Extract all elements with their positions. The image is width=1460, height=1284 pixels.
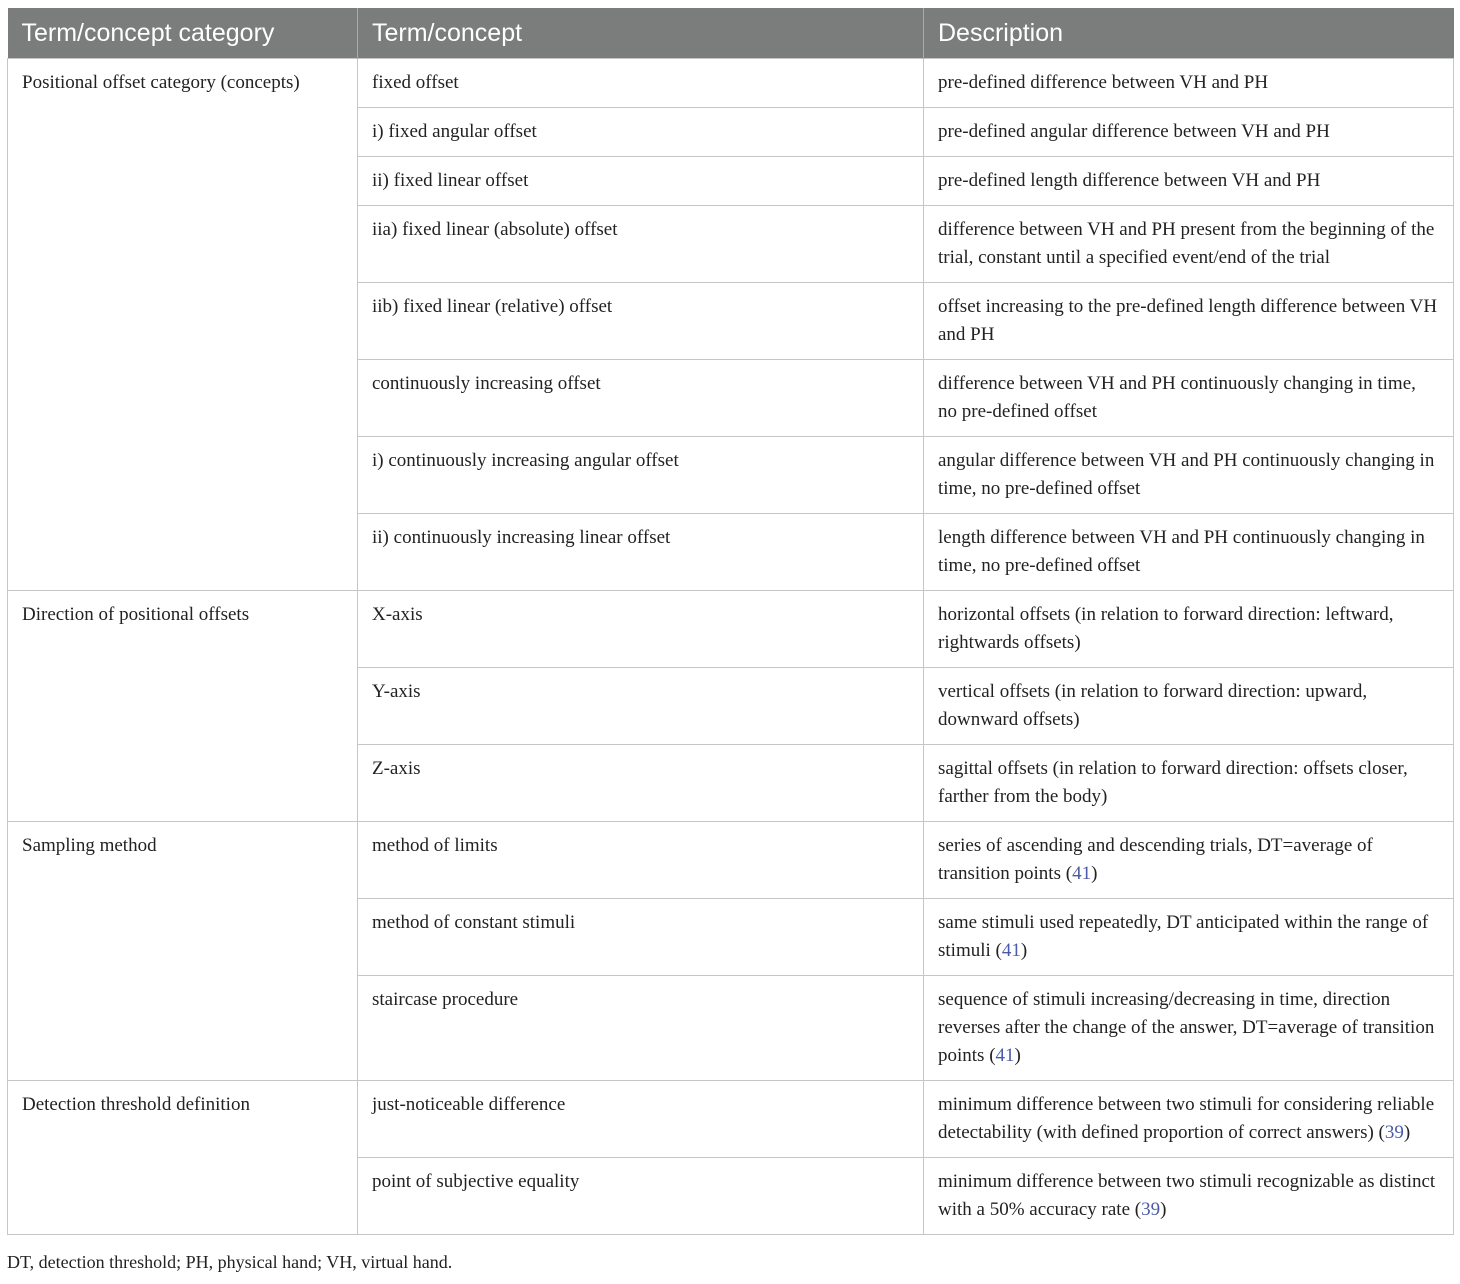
description-cell: [924, 591, 1454, 668]
description-text-end: ): [1403, 1122, 1411, 1143]
header-description: Description: [924, 8, 1454, 59]
term-cell: method of limits: [358, 822, 924, 899]
term-cell: method of constant stimuli: [358, 899, 924, 976]
term-cell: ii) continuously increasing linear offset: [358, 514, 924, 591]
term-cell: iib) fixed linear (relative) offset: [358, 283, 924, 360]
category-cell: Positional offset category (concepts): [8, 59, 358, 591]
description-cell: [924, 360, 1454, 437]
description-cell: [924, 59, 1454, 108]
description-text: difference between VH and PH present from the beginning of the trial, constant until a specified event/end of the trial: [938, 219, 1435, 268]
description-cell: [924, 206, 1454, 283]
term-cell: point of subjective equality: [358, 1158, 924, 1235]
description-text-end: ): [1020, 940, 1028, 961]
term-cell: fixed offset: [358, 59, 924, 108]
description-text: difference between VH and PH continuously changing in time, no pre-defined offset: [938, 373, 1416, 422]
description-text: angular difference between VH and PH continuously changing in time, no pre-defined offset: [938, 450, 1435, 499]
category-cell: Direction of positional offsets: [8, 591, 358, 822]
description-cell: [924, 822, 1454, 899]
description-text-end: ): [1160, 1199, 1167, 1220]
description-text: same stimuli used repeatedly, DT anticipated within the range of stimuli (: [938, 912, 1429, 961]
term-cell: iia) fixed linear (absolute) offset: [358, 206, 924, 283]
description-cell: [924, 899, 1454, 976]
header-category: Term/concept category: [8, 8, 358, 59]
description-text: length difference between VH and PH continuously changing in time, no pre-defined offset: [938, 527, 1425, 576]
description-cell: [924, 108, 1454, 157]
term-cell: i) fixed angular offset: [358, 108, 924, 157]
description-cell: [924, 745, 1454, 822]
description-text: vertical offsets (in relation to forward direction: upward, downward offsets): [938, 681, 1368, 730]
description-text: sagittal offsets (in relation to forward direction: offsets closer, farther from the body): [938, 758, 1408, 807]
table-footnote: DT, detection threshold; PH, physical hand; VH, virtual hand.: [7, 1252, 453, 1272]
table-container: [7, 8, 1453, 1235]
term-cell: just-noticeable difference: [358, 1081, 924, 1158]
term-cell: Y-axis: [358, 668, 924, 745]
description-cell: [924, 514, 1454, 591]
table-body: [8, 59, 1454, 1235]
citation-link[interactable]: 41: [1001, 940, 1021, 961]
term-cell: ii) fixed linear offset: [358, 157, 924, 206]
description-text: series of ascending and descending trials, DT=average of transition points (: [938, 835, 1373, 884]
term-cell: Z-axis: [358, 745, 924, 822]
description-text: pre-defined angular difference between VH and PH: [938, 121, 1330, 142]
terms-table: [7, 8, 1454, 1235]
description-text: sequence of stimuli increasing/decreasing in time, direction reverses after the change of the answer, DT=average of transition points (: [938, 989, 1435, 1066]
term-cell: i) continuously increasing angular offset: [358, 437, 924, 514]
citation-link[interactable]: 41: [1072, 863, 1092, 884]
table-header: [8, 8, 1454, 59]
citation-link[interactable]: 39: [1141, 1199, 1161, 1220]
term-cell: continuously increasing offset: [358, 360, 924, 437]
description-text: pre-defined length difference between VH and PH: [938, 170, 1321, 191]
citation-link[interactable]: 41: [995, 1045, 1015, 1066]
description-text-end: ): [1014, 1045, 1021, 1066]
term-cell: X-axis: [358, 591, 924, 668]
table-row: [8, 59, 1454, 108]
description-cell: [924, 976, 1454, 1081]
description-cell: [924, 668, 1454, 745]
description-cell: [924, 1081, 1454, 1158]
description-cell: [924, 283, 1454, 360]
category-cell: Sampling method: [8, 822, 358, 1081]
description-text: offset increasing to the pre-defined length difference between VH and PH: [938, 296, 1438, 345]
description-text: horizontal offsets (in relation to forward direction: leftward, rightwards offsets): [938, 604, 1394, 653]
table-row: [8, 591, 1454, 668]
header-term: Term/concept: [358, 8, 924, 59]
description-text: pre-defined difference between VH and PH: [938, 72, 1269, 93]
description-text: minimum difference between two stimuli recognizable as distinct with a 50% accuracy rate (: [938, 1171, 1436, 1220]
description-text: minimum difference between two stimuli for considering reliable detectability (with defined proportion of correct answers) (: [938, 1094, 1435, 1143]
description-cell: [924, 437, 1454, 514]
description-cell: [924, 157, 1454, 206]
table-row: [8, 1081, 1454, 1158]
category-cell: Detection threshold definition: [8, 1081, 358, 1235]
description-cell: [924, 1158, 1454, 1235]
citation-link[interactable]: 39: [1384, 1122, 1404, 1143]
term-cell: staircase procedure: [358, 976, 924, 1081]
table-row: [8, 822, 1454, 899]
description-text-end: ): [1091, 863, 1098, 884]
